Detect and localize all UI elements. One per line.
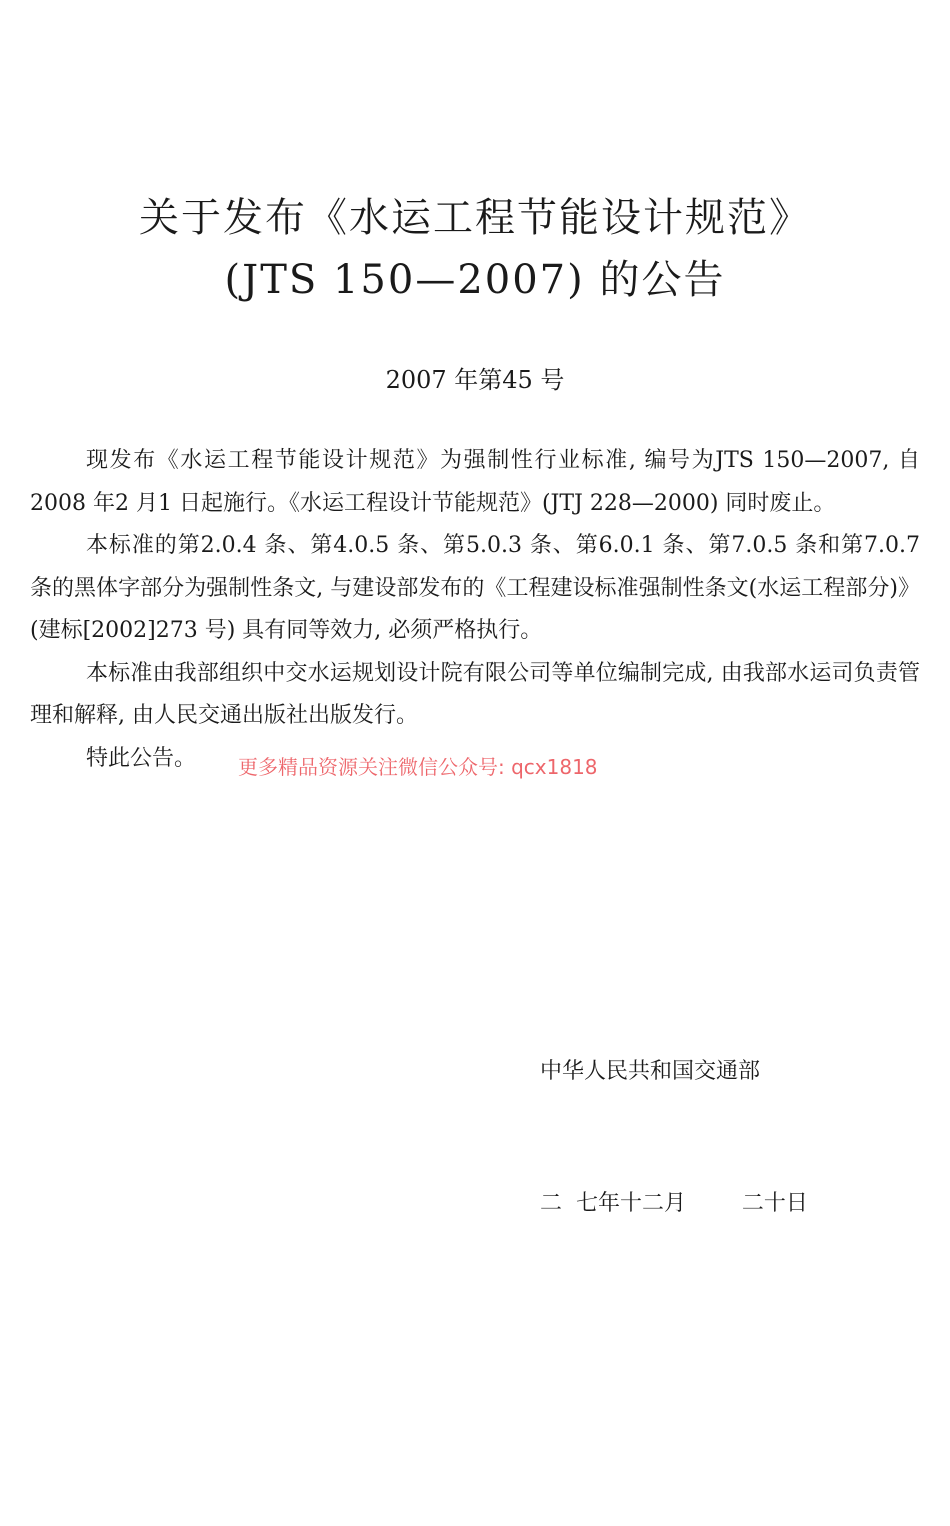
paragraph-4: 特此公告。 (86, 745, 197, 771)
announcement-body (30, 440, 920, 780)
paragraph-2: 本标准的第2.0.4 条、第4.0.5 条、第5.0.3 条、第6.0.1 条、第7.0.5 条和第7.0.7 条的黑体字部分为强制性条文, 与建设部发布的《工程建设标准强制性条文(水运工程部分)》(建标[2002]273 号) 具有同等效力, 必须严格执行。 (30, 533, 920, 643)
document-number: 2007 年第45 号 (385, 366, 565, 394)
signature-block (540, 962, 808, 1270)
title-line-2: (JTS 150—2007) 的公告 (224, 257, 726, 303)
signature-date: 二 七年十二月 二十日 (540, 1191, 808, 1216)
paragraph-1: 现发布《水运工程节能设计规范》为强制性行业标准, 编号为JTS 150—2007, 自2008 年2 月1 日起施行。《水运工程设计节能规范》(JTJ 228—2000) 同时废止。 (30, 448, 920, 516)
watermark-text: 更多精品资源关注微信公众号: qcx1818 (238, 755, 598, 779)
title-line-1: 关于发布《水运工程节能设计规范》 (139, 195, 811, 241)
signature-organization: 中华人民共和国交通部 (540, 1059, 761, 1084)
paragraph-3: 本标准由我部组织中交水运规划设计院有限公司等单位编制完成, 由我部水运司负责管理和解释, 由人民交通出版社出版发行。 (30, 660, 920, 728)
